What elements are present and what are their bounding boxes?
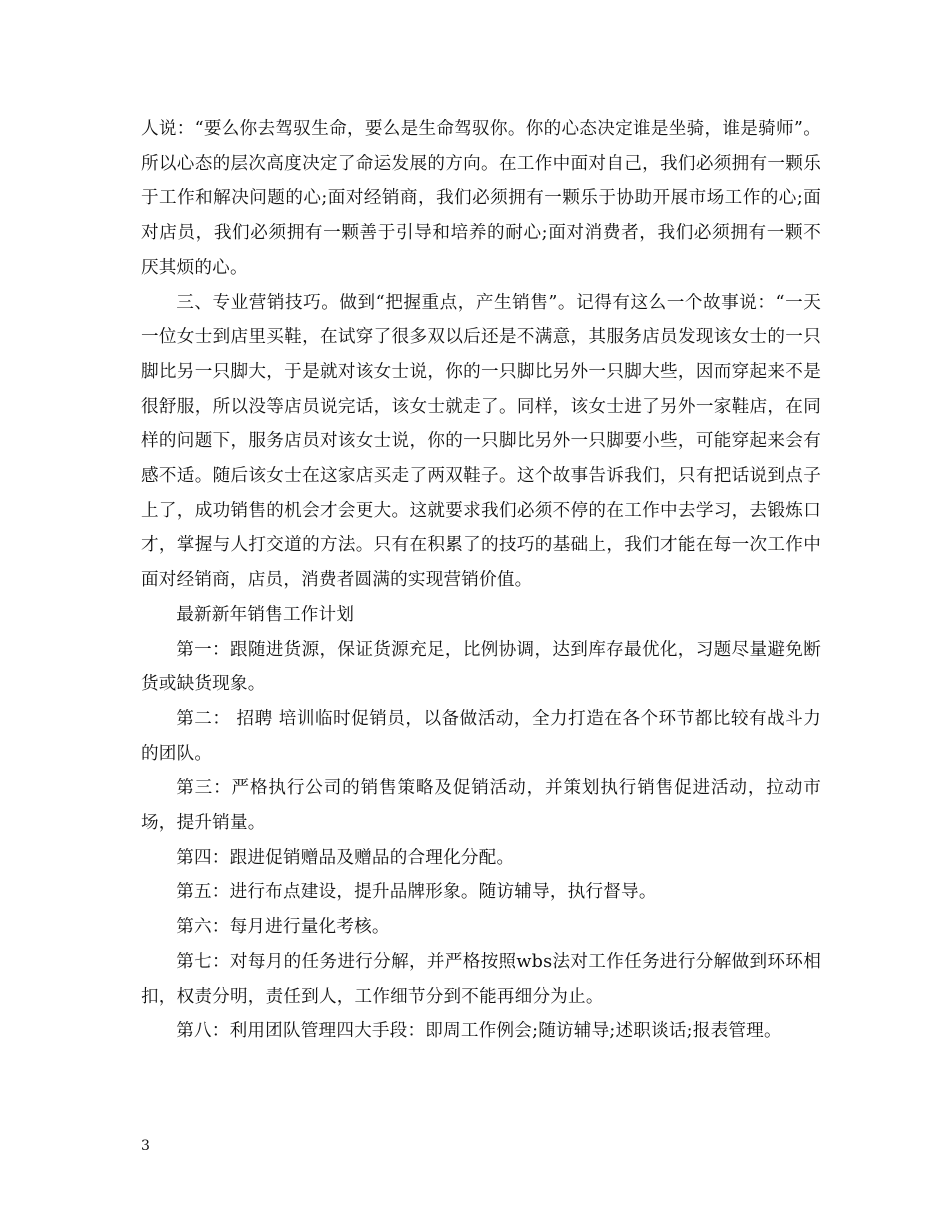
page-number: 3 bbox=[141, 1138, 150, 1154]
paragraph-marketing-skills: 三、专业营销技巧。做到“把握重点，产生销售”。记得有这么一个故事说：“一天一位女士到店里买鞋，在试穿了很多双以后还是不满意，其服务店员发现该女士的一只脚比另一只脚大，于是就对该女士说，你的一只脚比另外一只脚大些，因而穿起来不是很舒服，所以没等店员说完话，该女士就走了。同样，该女士进了另外一家鞋店，在同样的问题下，服务店员对该女士说，你的一只脚比另外一只脚要小些，可能穿起来会有感不适。随后该女士在这家店买走了两双鞋子。这个故事告诉我们，只有把话说到点子上了，成功销售的机会才会更大。这就要求我们必须不停的在工作中去学习，去锻炼口才，掌握与人打交道的方法。只有在积累了的技巧的基础上，我们才能在每一次工作中面对经销商，店员，消费者圆满的实现营销价值。 bbox=[141, 292, 821, 591]
plan-item-7: 第七：对每月的任务进行分解，并严格按照wbs法对工作任务进行分解做到环环相扣，权责分明，责任到人，工作细节分到不能再细分为止。 bbox=[141, 951, 821, 1007]
section-heading-sales-plan: 最新新年销售工作计划 bbox=[176, 604, 355, 625]
plan-item-2: 第二： 招聘 培训临时促销员，以备做活动，全力打造在各个环节都比较有战斗力的团队。 bbox=[141, 708, 821, 764]
plan-item-5: 第五：进行布点建设，提升品牌形象。随访辅导，执行督导。 bbox=[176, 882, 657, 903]
plan-item-4: 第四：跟进促销赠品及赠品的合理化分配。 bbox=[176, 847, 515, 868]
paragraph-mindset-continued: 人说：“要么你去驾驭生命，要么是生命驾驭你。你的心态决定谁是坐骑，谁是骑师”。所以心态的层次高度决定了命运发展的方向。在工作中面对自己，我们必须拥有一颗乐于工作和解决问题的心;面对经销商，我们必须拥有一颗乐于协助开展市场工作的心;面对店员，我们必须拥有一颗善于引导和培养的耐心;面对消费者，我们必须拥有一颗不厌其烦的心。 bbox=[141, 119, 821, 278]
plan-item-3: 第三：严格执行公司的销售策略及促销活动，并策划执行销售促进活动，拉动市场，提升销量。 bbox=[141, 778, 821, 834]
plan-item-1: 第一：跟随进货源，保证货源充足，比例协调，达到库存最优化，习题尽量避免断货或缺货现象。 bbox=[141, 639, 821, 695]
document-body bbox=[141, 112, 821, 1049]
plan-item-6: 第六：每月进行量化考核。 bbox=[176, 917, 390, 938]
plan-item-8: 第八：利用团队管理四大手段：即周工作例会;随访辅导;述职谈话;报表管理。 bbox=[176, 1021, 782, 1042]
